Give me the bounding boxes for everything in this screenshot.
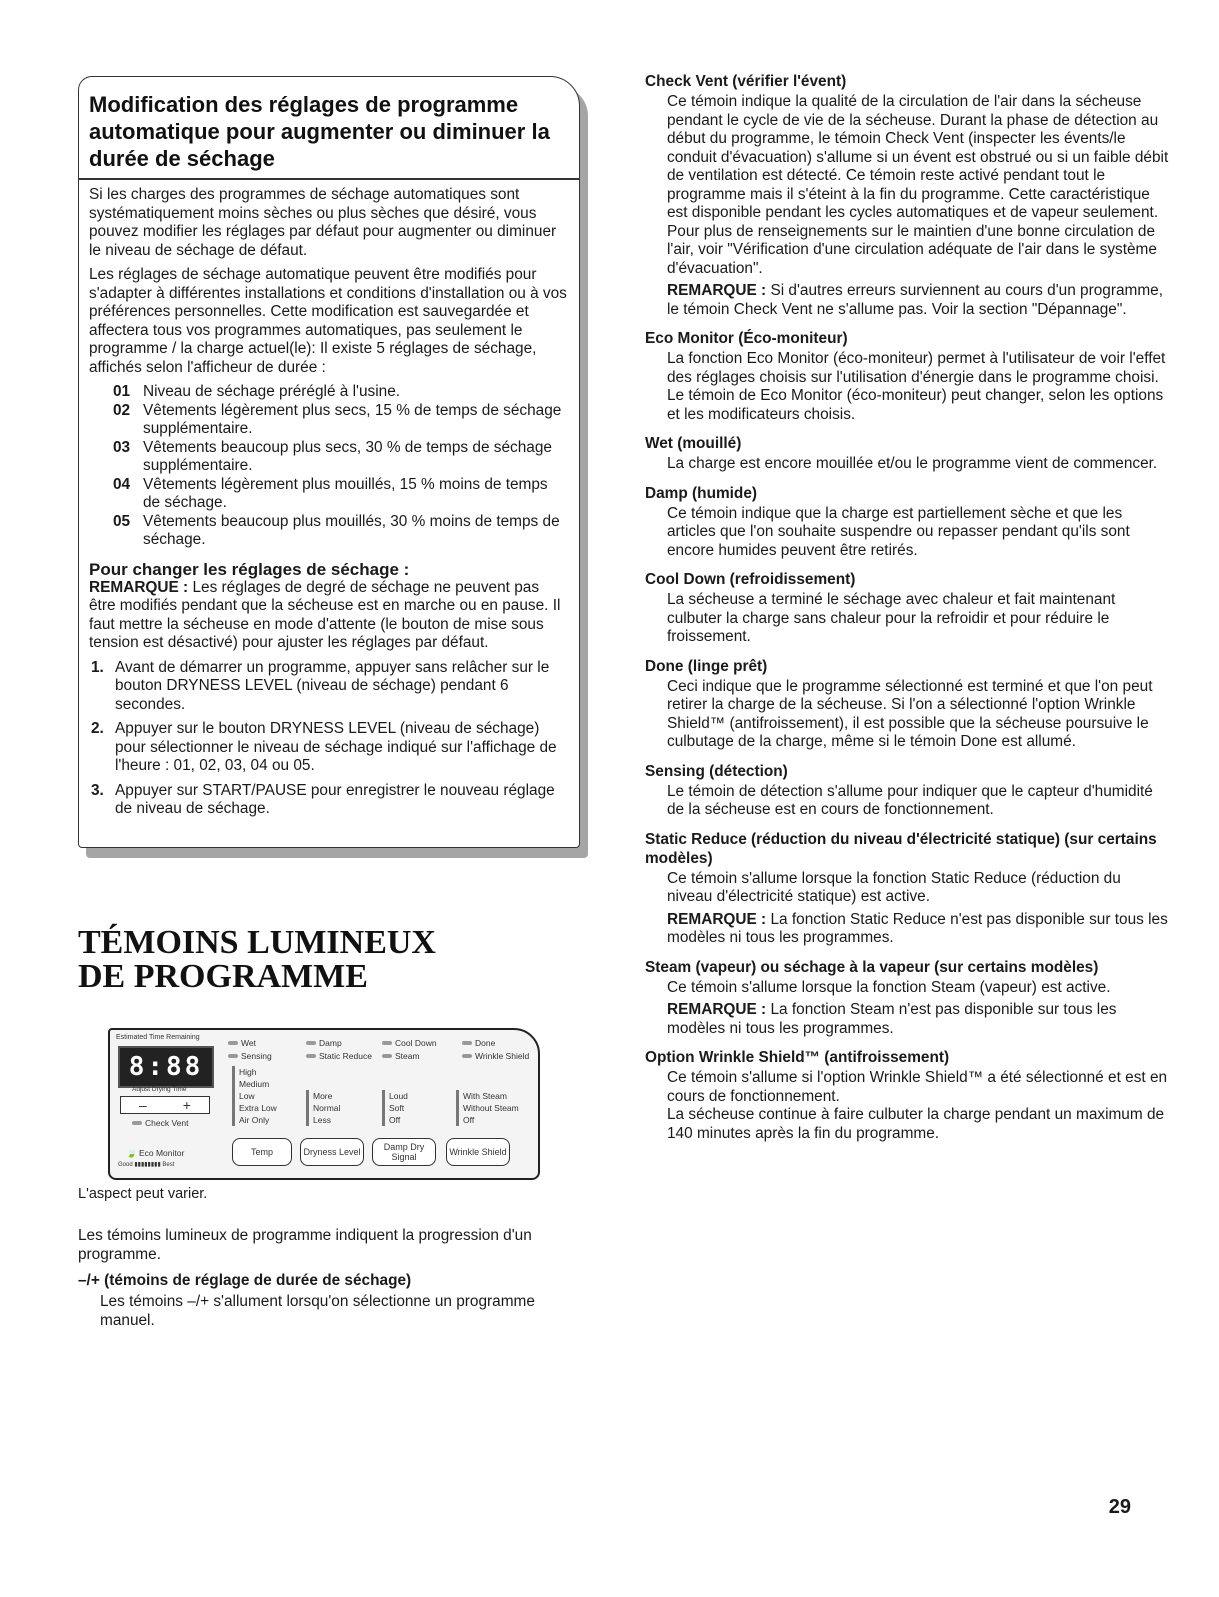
control-panel-illustration [108, 1028, 540, 1180]
level-code: 02 [113, 401, 131, 419]
temp-option: Air Only [239, 1114, 270, 1125]
box-paragraph-1: Si les charges des programmes de séchage automatiques sont systématiquement moins sèches ou plus sèches que désiré, vous pouvez modifier les réglages par défaut pour augmenter ou diminuer le niveau de séchage de défaut. [89, 186, 557, 259]
signal-option: Off [389, 1114, 401, 1125]
steam-option: Off [463, 1114, 475, 1125]
step-number: 1. [91, 658, 104, 676]
temp-options [232, 1066, 277, 1126]
entry-eco-monitor [645, 329, 1170, 424]
note-label: REMARQUE : [667, 910, 767, 928]
steam-option: Without Steam [463, 1102, 519, 1113]
dryness-level-button: Dryness Level [300, 1138, 364, 1166]
steam-options [456, 1090, 519, 1126]
status-label: Sensing [241, 1050, 272, 1061]
temp-button: Temp [232, 1138, 292, 1166]
signal-option: Soft [389, 1102, 405, 1113]
box-paragraph-2: Les réglages de séchage automatique peuvent être modifiés pour s'adapter à différentes installations et conditions d'installation ou à vos préférences personnelles. Cette modification est sauvegardée et affectera tous vos programmes automatiques, pas seulement le programme / la charge actuel(le): Il existe 5 réglages de séchage, affichés selon l'afficheur de durée : [89, 266, 567, 376]
entry-text: La fonction Eco Monitor (éco-moniteur) permet à l'utilisateur de voir l'effet des réglages choisis sur l'utilisation d'énergie dans le programme choisi. Le témoin de Eco Monitor (éco-moniteur) peut changer, selon les options et les modificateurs choisis. [667, 350, 1166, 423]
indicator-light-icon [462, 1041, 472, 1045]
note-label: REMARQUE : [89, 578, 189, 596]
dryness-options [306, 1090, 340, 1126]
indicator-light-icon [382, 1041, 392, 1045]
entry-text: Ce témoin indique que la charge est partiellement sèche et que les articles que l'on souhaite suspendre ou repasser pendant qu'ils sont encore humides peuvent être retirés. [667, 504, 1130, 559]
dryness-option: Normal [313, 1102, 341, 1113]
box-note [89, 579, 569, 653]
level-text: Vêtements beaucoup plus secs, 30 % de temps de séchage supplémentaire. [143, 438, 552, 474]
entry-heading: Cool Down (refroidissement) [645, 571, 856, 588]
dryness-option: Less [313, 1114, 331, 1125]
step-item [89, 782, 569, 819]
indicator-light-icon [132, 1121, 142, 1125]
eco-monitor-indicator [126, 1148, 184, 1159]
check-vent-indicator [132, 1118, 188, 1128]
status-label: Cool Down [395, 1037, 437, 1048]
box-title: Modification des réglages de programme automatique pour augmenter ou diminuer la durée de séchage [79, 77, 579, 180]
status-damp [306, 1038, 342, 1048]
level-code: 01 [113, 383, 131, 400]
eco-monitor-label: Eco Monitor [138, 1147, 185, 1158]
status-label: Damp [319, 1037, 342, 1048]
entry-note [667, 1001, 1170, 1038]
adjust-time-text: Les témoins –/+ s'allument lorsqu'on sélectionne un programme manuel. [100, 1292, 535, 1329]
plus-icon: + [182, 1096, 191, 1113]
check-vent-label: Check Vent [145, 1117, 189, 1128]
dryness-option: More [313, 1090, 333, 1101]
section-title-line-2: DE PROGRAMME [78, 957, 368, 995]
entry-text: Ce témoin s'allume si l'option Wrinkle Shield™ a été sélectionné et est en cours de fonctionnement. [667, 1069, 1168, 1105]
note-text: La fonction Steam n'est pas disponible sur tous les modèles ni tous les programmes. [667, 1001, 1117, 1037]
entry-heading: Check Vent (vérifier l'évent) [645, 73, 847, 90]
left-column [78, 76, 578, 1330]
page-number: 29 [1108, 1496, 1131, 1518]
wrinkle-shield-button: Wrinkle Shield [446, 1138, 510, 1166]
temp-option: High [239, 1066, 257, 1077]
entry-check-vent [645, 72, 1170, 319]
level-item [89, 383, 569, 402]
damp-dry-signal-button: Damp Dry Signal [372, 1138, 436, 1166]
indicator-light-icon [228, 1041, 238, 1045]
indicator-light-icon [306, 1041, 316, 1045]
entry-text: Le témoin de détection s'allume pour indiquer que le capteur d'humidité de la sécheuse est en cours de fonctionnement. [667, 782, 1153, 818]
entry-note [667, 282, 1170, 319]
temp-option: Low [239, 1090, 255, 1101]
step-item [89, 720, 569, 776]
entry-text: Ce témoin indique la qualité de la circulation de l'air dans la sécheuse pendant le cycle de vie de la sécheuse. Durant la phase de détection au début du programme, le témoin Check Vent (inspecter les évents/le conduit d'évacuation) s'allume si un évent est obstrué ou si un faible débit de ventilation est détecté. Ce témoin reste activé pendant tout le programme mais il s'éteint à la fin du programme. Cette caractéristique est disponible pendant les cycles automatiques et de vapeur seulement. Pour plus de renseignements sur le maintien d'une bonne circulation de l'air, voir "Vérification d'une circulation adéquate de l'air dans le système d'évacuation". [667, 93, 1169, 277]
box-body [79, 180, 579, 819]
step-number: 2. [91, 720, 104, 737]
entry-heading: Option Wrinkle Shield™ (antifroissement) [645, 1049, 950, 1066]
level-code: 05 [113, 512, 131, 530]
status-wet [228, 1038, 256, 1048]
temp-option: Medium [239, 1078, 270, 1089]
entry-static-reduce [645, 830, 1170, 948]
status-steam [382, 1051, 420, 1061]
level-text: Vêtements beaucoup plus mouillés, 30 % moins de temps de séchage. [143, 512, 560, 548]
section-title [78, 923, 578, 995]
step-number: 3. [91, 781, 104, 799]
note-text: Si d'autres erreurs surviennent au cours d'un programme, le témoin Check Vent ne s'allume pas. Voir la section "Dépannage". [667, 282, 1164, 318]
level-text: Vêtements légèrement plus mouillés, 15 % moins de temps de séchage. [143, 475, 548, 511]
figure-caption: L'aspect peut varier. [78, 1185, 208, 1202]
step-text: Appuyer sur START/PAUSE pour enregistrer le nouveau réglage de niveau de séchage. [115, 781, 555, 817]
indicator-light-icon [228, 1054, 238, 1058]
intro-paragraph: Les témoins lumineux de programme indiquent la progression d'un programme. [78, 1226, 532, 1263]
level-item [89, 402, 569, 439]
entry-note [667, 911, 1170, 948]
adjust-drying-time-label: Adjust Drying Time [132, 1085, 187, 1093]
status-wrinkle-shield [462, 1051, 529, 1061]
entry-text: Ce témoin s'allume lorsque la fonction Static Reduce (réduction du niveau d'électricité statique) est active. [667, 869, 1121, 905]
status-label: Steam [395, 1050, 420, 1061]
note-text: Les réglages de degré de séchage ne peuvent pas être modifiés pendant que la sécheuse est en marche ou en pause. Il faut mettre la sécheuse en mode d'attente (le bouton de mise sous tension est désactivé) pour ajuster les réglages par défaut. [89, 578, 561, 651]
entry-text: La sécheuse a terminé le séchage avec chaleur et fait maintenant culbuter la charge sans chaleur pour la refroidir et pour réduire le froissement. [667, 591, 1116, 645]
entry-heading: Wet (mouillé) [645, 435, 742, 452]
level-item [89, 513, 569, 550]
entry-heading: Eco Monitor (Éco-moniteur) [645, 330, 848, 347]
status-label: Done [475, 1037, 496, 1048]
status-label: Static Reduce [319, 1050, 372, 1061]
status-cool-down [382, 1038, 437, 1048]
entry-heading: Static Reduce (réduction du niveau d'électricité statique) (sur certains modèles) [645, 830, 1157, 867]
indicator-light-icon [462, 1054, 472, 1058]
steam-option: With Steam [463, 1090, 507, 1101]
box-subheading: Pour changer les réglages de séchage : [89, 559, 410, 579]
eco-scale: Good ▮▮▮▮▮▮▮▮ Best [118, 1161, 175, 1168]
signal-options [382, 1090, 408, 1126]
entry-damp [645, 484, 1170, 561]
level-text: Vêtements légèrement plus secs, 15 % de temps de séchage supplémentaire. [143, 401, 562, 437]
signal-option: Loud [389, 1090, 408, 1101]
entry-wrinkle-shield [645, 1048, 1170, 1143]
status-static-reduce [306, 1051, 372, 1061]
entry-heading: Sensing (détection) [645, 762, 788, 780]
entry-text: Ceci indique que le programme sélectionné est terminé et que l'on peut retirer la charge de la sécheuse. Si l'on a sélectionné l'option Wrinkle Shield™ (antifroissement), il est possible que la sécheuse poursuive le culbutage de la charge, même si le témoin Done est allumé. [667, 677, 1153, 750]
time-display: 8:88 [118, 1046, 214, 1088]
step-text: Appuyer sur le bouton DRYNESS LEVEL (niveau de séchage) pour sélectionner le niveau de séchage indiqué sur l'affichage de l'heure : 01, 02, 03, 04 ou 05. [115, 720, 557, 774]
drying-settings-box [78, 76, 580, 848]
entry-heading: Done (linge prêt) [645, 657, 768, 675]
status-label: Wrinkle Shield [475, 1050, 530, 1061]
entry-text-2: La sécheuse continue à faire culbuter la charge pendant un maximum de 140 minutes après la fin du programme. [667, 1106, 1165, 1142]
estimated-time-label: Estimated Time Remaining [116, 1033, 200, 1041]
entry-done [645, 657, 1170, 752]
entry-text: La charge est encore mouillée et/ou le programme vient de commencer. [667, 455, 1158, 472]
section-title-line-1: TÉMOINS LUMINEUX [78, 923, 436, 961]
entry-text: Ce témoin s'allume lorsque la fonction Steam (vapeur) est active. [667, 978, 1111, 996]
note-label: REMARQUE : [667, 1001, 767, 1018]
entry-heading: Steam (vapeur) ou séchage à la vapeur (sur certains modèles) [645, 958, 1099, 976]
level-item [89, 476, 569, 513]
status-sensing [228, 1051, 272, 1061]
level-code: 04 [113, 475, 131, 493]
temp-option: Extra Low [239, 1102, 277, 1113]
leaf-icon: 🍃 [126, 1147, 137, 1158]
minus-icon: – [139, 1096, 147, 1113]
step-text: Avant de démarrer un programme, appuyer sans relâcher sur le bouton DRYNESS LEVEL (niveau de séchage) pendant 6 secondes. [115, 658, 550, 713]
entry-sensing [645, 762, 1170, 820]
level-text: Niveau de séchage préréglé à l'usine. [143, 383, 401, 400]
adjust-drying-time-control [120, 1096, 210, 1114]
entry-steam [645, 958, 1170, 1039]
note-text: La fonction Static Reduce n'est pas disponible sur tous les modèles ni tous les programmes. [667, 910, 1168, 946]
dryness-level-list [89, 383, 569, 550]
entry-cool-down [645, 570, 1170, 647]
status-done [462, 1038, 495, 1048]
note-label: REMARQUE : [667, 282, 767, 299]
adjust-time-heading: –/+ (témoins de réglage de durée de séchage) [78, 1271, 412, 1289]
entry-wet [645, 434, 1170, 474]
steps-list [89, 659, 569, 819]
level-item [89, 439, 569, 476]
entry-heading: Damp (humide) [645, 484, 758, 502]
indicator-light-icon [382, 1054, 392, 1058]
step-item [89, 659, 569, 715]
level-code: 03 [113, 438, 131, 456]
status-label: Wet [241, 1037, 256, 1048]
indicator-light-icon [306, 1054, 316, 1058]
right-column [645, 72, 1170, 1153]
